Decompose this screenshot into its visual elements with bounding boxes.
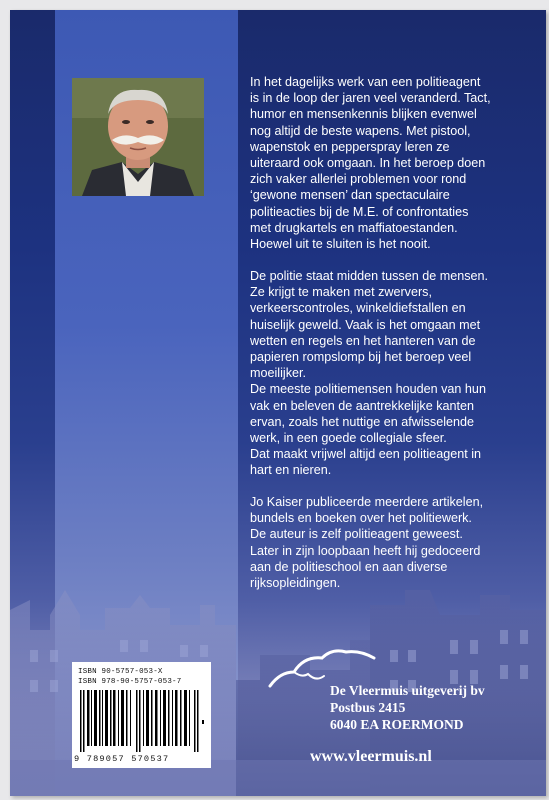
isbn-barcode <box>72 662 211 768</box>
isbn-13-label: ISBN 978-90-5757-053-7 <box>78 678 182 686</box>
author-photo <box>72 78 204 196</box>
blurb-paragraph-2 <box>250 268 530 479</box>
blurb-paragraph-2-text: De politie staat midden tussen de mensen. Ze krijgt te maken met zwervers, verkeerscontroles, winkeldiefstallen en huiselijk geweld. Vaak is het omgaan met wetten en regels en het hanteren van de papieren rompslomp bij het beroep veel moeilijker. De meeste politiemensen houden van hun vak en beleven de aantrekkelijke kanten ervan, zoals het nuttige en afwisselende werk, in een goede collegiale sfeer. Dat maakt vrijwel altijd een politieagent in hart en nieren. <box>250 269 489 478</box>
publisher-address-line-2: 6040 EA ROERMOND <box>330 717 464 732</box>
barcode-digits: 9 789057 570537 <box>74 754 170 764</box>
book-back-cover <box>10 10 546 796</box>
isbn-10-label: ISBN 90-5757-053-X <box>78 668 163 676</box>
publisher-name: De Vleermuis uitgeverij bv <box>330 683 485 698</box>
publisher-website-link[interactable]: www.vleermuis.nl <box>310 748 432 765</box>
author-bio-text: Jo Kaiser publiceerde meerdere artikelen, bundels en boeken over het politiewerk. De auteur is zelf politieagent geweest. Later in zijn loopbaan heeft hij gedoceerd aan de politieschool en aan diverse rijksopleidingen. <box>250 495 484 591</box>
publisher-info <box>330 682 485 733</box>
author-bio <box>250 494 530 591</box>
publisher-address-line-1: Postbus 2415 <box>330 700 406 715</box>
barcode-bars <box>78 690 205 752</box>
blurb-paragraph-1-text: In het dagelijks werk van een politieagent is in de loop der jaren veel veranderd. Tact, humor en mensenkennis blijken evenwel nog altijd de beste wapens. Met pistool, wapenstok en pepperspray leren ze uiteraard ook omgaan. In het beroep doen zich vaker allerlei problemen voor rond ‘gewone mensen’ dan spectaculaire politieacties bij de M.E. of confrontaties met drugkartels en maffiatoestanden. Hoewel uit te sluiten is het nooit. <box>250 75 491 252</box>
blurb-paragraph-1 <box>250 74 530 252</box>
